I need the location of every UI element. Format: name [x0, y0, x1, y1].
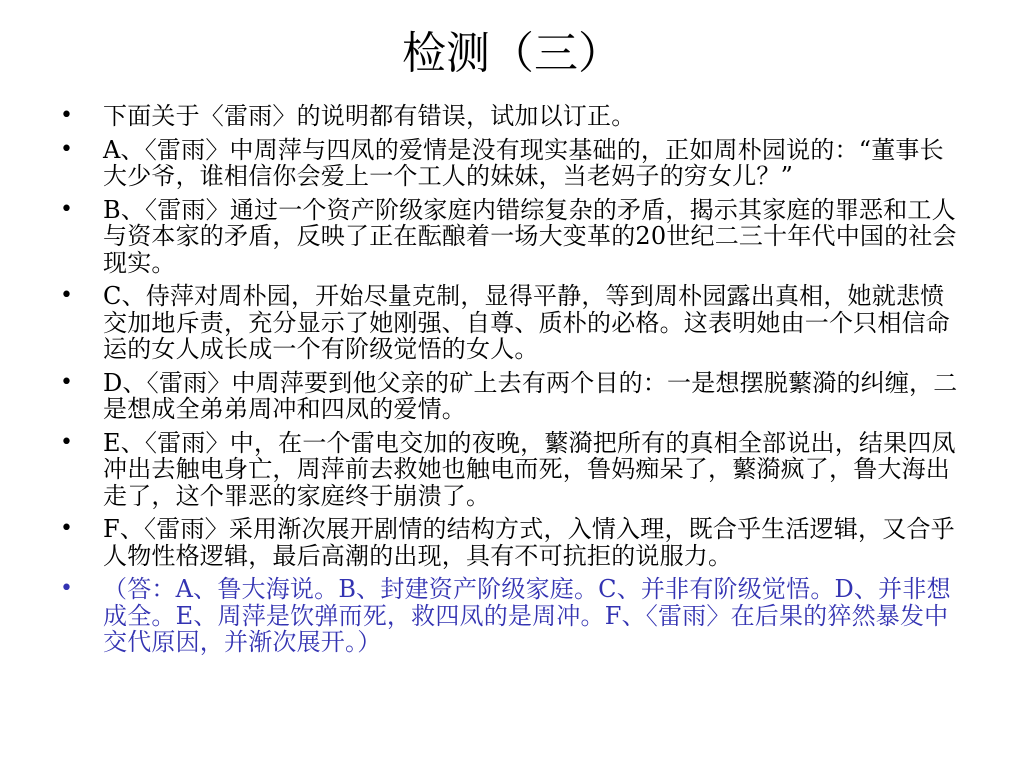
- bullet-item-b: [56, 197, 966, 277]
- bullet-text: A、〈雷雨〉中周萍与四凤的爱情是没有现实基础的，正如周朴园说的：“董事长大少爷，谁相信你会爱上一个工人的妹妹，当老妈子的穷女儿？”: [103, 135, 944, 190]
- bullet-dot-icon: •: [60, 516, 74, 541]
- bullet-dot-icon: •: [60, 429, 74, 455]
- bullet-text: F、〈雷雨〉采用渐次展开剧情的结构方式，入情入理，既合乎生活逻辑，又合乎人物性格逻辑，最后高潮的出现，具有不可抗拒的说服力。: [103, 515, 955, 570]
- bullet-list: [56, 103, 966, 663]
- bullet-item-c: [56, 283, 966, 363]
- bullet-text: D、〈雷雨〉中周萍要到他父亲的矿上去有两个目的：一是想摆脱蘩漪的纠缠，二是想成全弟弟周冲和四凤的爱情。: [103, 368, 958, 423]
- bullet-dot-icon: •: [60, 576, 74, 601]
- bullet-text: B、〈雷雨〉通过一个资产阶级家庭内错综复杂的矛盾，揭示其家庭的罪恶和工人与资本家的矛盾，反映了正在酝酿着一场大变革的20世纪二三十年代中国的社会现实。: [103, 195, 957, 277]
- answer-text: （答：A、鲁大海说。B、封建资产阶级家庭。C、并非有阶级觉悟。D、并非想成全。E、周萍是饮弹而死，救四凤的是周冲。F、〈雷雨〉在后果的猝然暴发中交代原因，并渐次展开。）: [103, 575, 951, 656]
- bullet-dot-icon: •: [60, 369, 74, 395]
- bullet-text: 下面关于〈雷雨〉的说明都有错误，试加以订正。: [103, 102, 636, 130]
- bullet-item-intro: [56, 103, 966, 130]
- bullet-item-answer: [56, 576, 966, 656]
- slide-title: 检测（三）: [402, 28, 622, 79]
- bullet-item-d: [56, 370, 966, 423]
- bullet-text: C、侍萍对周朴园，开始尽量克制，显得平静，等到周朴园露出真相，她就悲愤交加地斥责，充分显示了她刚强、自尊、质朴的必格。这表明她由一个只相信命运的女人成长成一个有阶级觉悟的女人。: [103, 282, 950, 363]
- bullet-dot-icon: •: [60, 136, 74, 162]
- bullet-dot-icon: •: [60, 196, 74, 222]
- bullet-text: E、〈雷雨〉中，在一个雷电交加的夜晚，蘩漪把所有的真相全部说出，结果四凤冲出去触电身亡，周萍前去救她也触电而死，鲁妈痴呆了，蘩漪疯了，鲁大海出走了，这个罪恶的家庭终于崩溃了。: [103, 428, 956, 510]
- bullet-dot-icon: •: [60, 283, 74, 308]
- bullet-dot-icon: •: [60, 103, 74, 128]
- bullet-item-e: [56, 430, 966, 510]
- bullet-item-f: [56, 516, 966, 569]
- bullet-item-a: [56, 137, 966, 190]
